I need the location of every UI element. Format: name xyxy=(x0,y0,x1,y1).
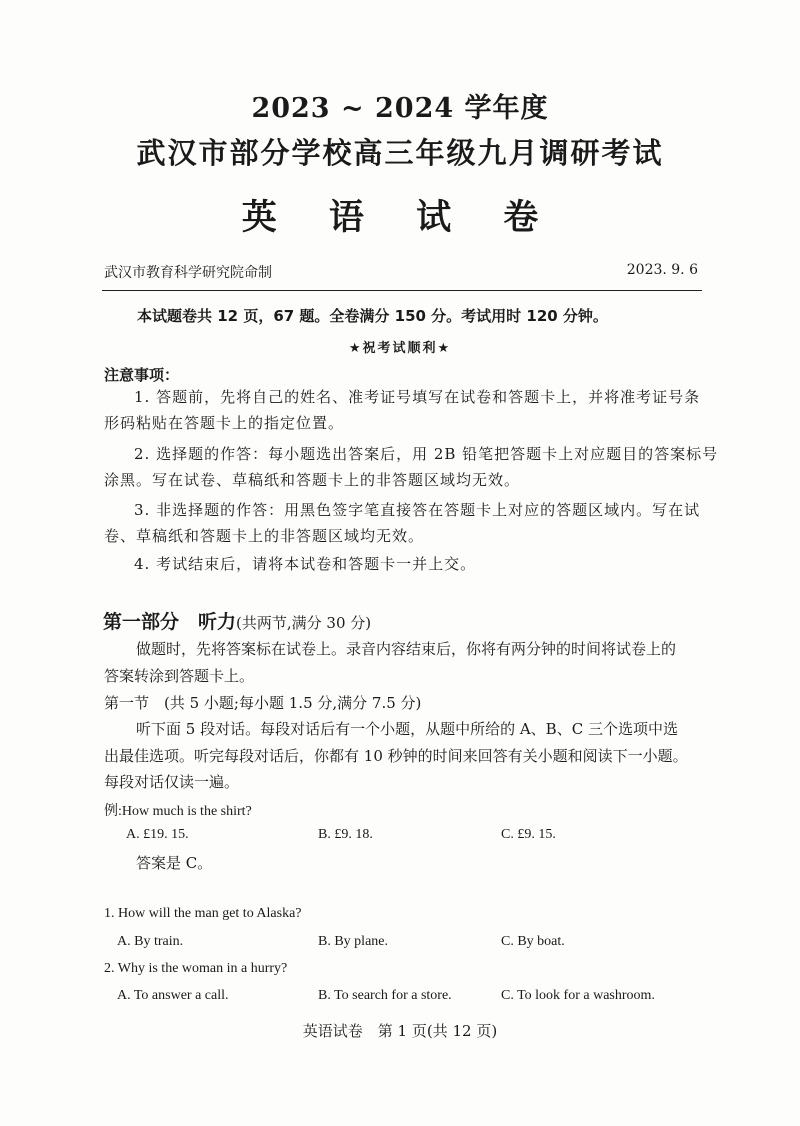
question-1-option-c: C. By boat. xyxy=(501,934,565,949)
notice-line: 2. 选择题的作答：每小题选出答案后，用 2B 铅笔把答题卡上对应题目的答案标号 xyxy=(134,445,719,463)
exam-date: 2023. 9. 6 xyxy=(626,262,698,278)
exam-year: 2023 ~ 2024 学年度 xyxy=(251,93,549,124)
exam-title: 武汉市部分学校高三年级九月调研考试 xyxy=(136,136,664,170)
notice-line: 1. 答题前，先将自己的姓名、准考证号填写在试卷和答题卡上，并将准考证号条 xyxy=(134,388,701,406)
subject-title: 英 语 试 卷 xyxy=(241,197,559,238)
example-option-a: A. £19. 15. xyxy=(126,827,189,842)
notice-line: 3. 非选择题的作答：用黑色签字笔直接答在答题卡上对应的答题区域内。写在试 xyxy=(134,501,701,519)
good-luck-banner: ★祝考试顺利★ xyxy=(348,341,452,356)
question-1: 1. How will the man get to Alaska? xyxy=(104,906,302,921)
part-one-subtitle: (共两节,满分 30 分) xyxy=(236,614,372,632)
issuer: 武汉市教育科学研究院命制 xyxy=(104,265,272,281)
question-2: 2. Why is the woman in a hurry? xyxy=(104,961,288,976)
notice-line: 卷、草稿纸和答题卡上的非答题区域均无效。 xyxy=(104,527,425,545)
example-answer: 答案是 C。 xyxy=(136,854,213,872)
instruction-line: 答案转涂到答题卡上。 xyxy=(104,667,255,685)
page-footer: 英语试卷 第 1 页(共 12 页) xyxy=(302,1022,498,1040)
instruction-line: 做题时，先将答案标在试卷上。录音内容结束后，你将有两分钟的时间将试卷上的 xyxy=(136,640,677,658)
section-instruction-line: 听下面 5 段对话。每段对话后有一个小题，从题中所给的 A、B、C 三个选项中选 xyxy=(136,720,678,738)
section-instruction-line: 每段对话仅读一遍。 xyxy=(104,773,240,791)
example-option-c: C. £9. 15. xyxy=(501,827,556,842)
header-divider xyxy=(102,290,702,291)
section-one-title: 第一节 (共 5 小题;每小题 1.5 分,满分 7.5 分) xyxy=(104,694,422,712)
notice-title: 注意事项： xyxy=(104,366,180,384)
example-question: 例:How much is the shirt? xyxy=(104,804,252,819)
exam-summary: 本试题卷共 12 页，67 题。全卷满分 150 分。考试用时 120 分钟。 xyxy=(137,307,608,325)
example-option-b: B. £9. 18. xyxy=(318,827,373,842)
notice-line: 4. 考试结束后，请将本试卷和答题卡一并上交。 xyxy=(134,555,477,573)
part-one-heading: 第一部分 听力 xyxy=(103,611,237,633)
notice-line: 涂黑。写在试卷、草稿纸和答题卡上的非答题区域均无效。 xyxy=(104,471,521,489)
question-1-option-b: B. By plane. xyxy=(318,934,388,949)
question-2-option-a: A. To answer a call. xyxy=(117,988,229,1003)
part-one-title xyxy=(103,607,371,634)
notice-line: 形码粘贴在答题卡上的指定位置。 xyxy=(104,414,345,432)
question-1-option-a: A. By train. xyxy=(117,934,184,949)
question-2-option-b: B. To search for a store. xyxy=(318,988,452,1003)
section-instruction-line: 出最佳选项。听完每段对话后，你都有 10 秒钟的时间来回答有关小题和阅读下一小题。 xyxy=(104,747,688,765)
question-2-option-c: C. To look for a washroom. xyxy=(501,988,655,1003)
